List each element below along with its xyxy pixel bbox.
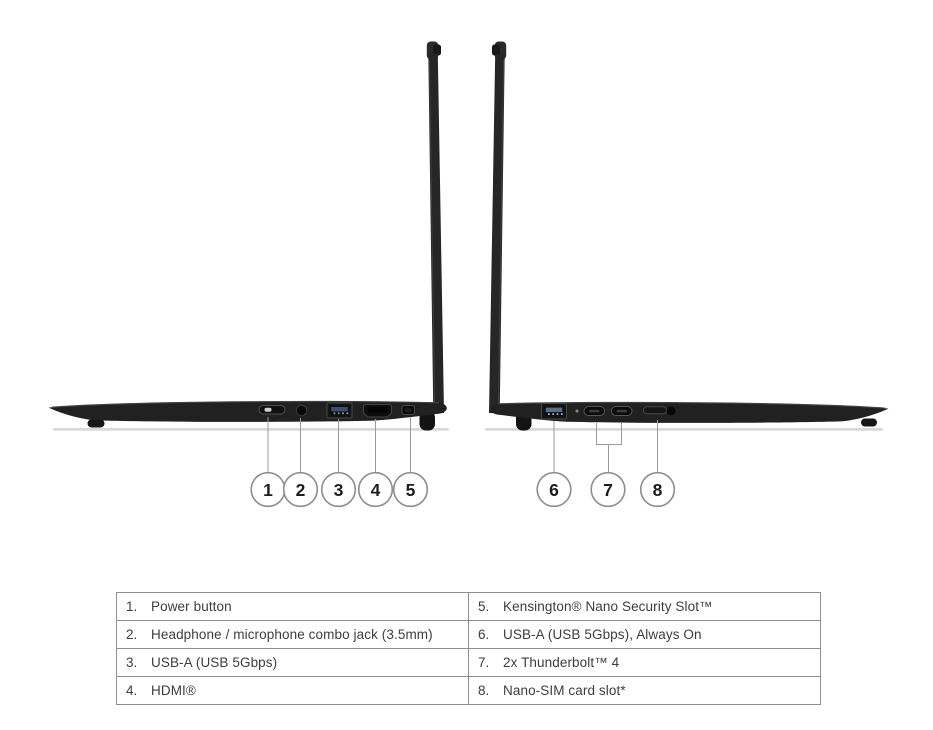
legend-number: 1. bbox=[126, 599, 138, 614]
usb-a-pin bbox=[346, 412, 348, 414]
usb-c-tongue bbox=[589, 410, 600, 413]
hdmi-opening bbox=[368, 407, 387, 413]
legend-number: 5. bbox=[478, 599, 490, 614]
legend-label: Power button bbox=[151, 599, 232, 614]
legend-row-2 bbox=[117, 621, 821, 649]
legend-label: 2x Thunderbolt™ 4 bbox=[503, 655, 620, 670]
right-lid-camera-notch bbox=[492, 45, 500, 56]
callout-number-8: 8 bbox=[652, 479, 663, 500]
thunderbolt-port-2 bbox=[612, 407, 633, 416]
legend-row-3 bbox=[117, 649, 821, 677]
usb-a-pin bbox=[338, 412, 340, 414]
ports-legend-table bbox=[116, 592, 821, 705]
legend-cell-4 bbox=[117, 677, 469, 705]
right-lid-body bbox=[489, 54, 505, 414]
legend-row-1 bbox=[117, 593, 821, 621]
right-laptop-front-foot bbox=[861, 419, 877, 427]
usb-a-pin bbox=[334, 412, 336, 414]
right-leader-lines bbox=[554, 420, 658, 473]
legend-cell-1 bbox=[117, 593, 469, 621]
legend-label: Nano-SIM card slot* bbox=[503, 683, 626, 698]
callout-number-2: 2 bbox=[295, 479, 306, 500]
usb-a-pin bbox=[548, 413, 550, 415]
nano-sim-card-slot bbox=[644, 407, 667, 414]
usb-a-pin bbox=[561, 413, 563, 415]
callout-number-6: 6 bbox=[549, 479, 559, 500]
legend-cell-5 bbox=[469, 593, 821, 621]
power-button bbox=[259, 406, 285, 415]
right-laptop-shadow bbox=[485, 428, 883, 431]
legend-cell-6 bbox=[469, 621, 821, 649]
usb-a-pin bbox=[552, 413, 554, 415]
legend-number: 2. bbox=[126, 627, 138, 642]
left-lid-body bbox=[428, 54, 444, 414]
callout-number-4: 4 bbox=[370, 479, 381, 500]
round-hole bbox=[667, 407, 676, 416]
usb-c-tongue bbox=[617, 410, 628, 413]
legend-cell-8 bbox=[469, 677, 821, 705]
left-lid-camera-notch bbox=[433, 45, 441, 56]
callout-number-3: 3 bbox=[333, 479, 344, 500]
charging-led-indicator bbox=[576, 410, 579, 413]
kensington-opening bbox=[405, 408, 412, 412]
right-laptop-lid bbox=[489, 42, 506, 414]
headphone-jack-port bbox=[296, 405, 306, 415]
callout-number-5: 5 bbox=[405, 479, 416, 500]
legend-cell-2 bbox=[117, 621, 469, 649]
callout-number-1: 1 bbox=[263, 479, 273, 500]
left-side-view bbox=[49, 42, 450, 507]
legend-number: 8. bbox=[478, 683, 490, 698]
left-laptop-front-foot bbox=[88, 420, 105, 428]
legend-number: 4. bbox=[126, 683, 138, 698]
power-button-indicator bbox=[265, 408, 272, 412]
usb-a-tab bbox=[546, 408, 563, 413]
usb-a-port-left bbox=[327, 403, 352, 418]
usb-a-always-on-port bbox=[542, 404, 567, 420]
power-button-body bbox=[259, 406, 285, 415]
legend-label: Headphone / microphone combo jack (3.5mm) bbox=[151, 627, 433, 642]
legend-number: 6. bbox=[478, 627, 490, 642]
hdmi-port bbox=[363, 405, 391, 418]
legend-row-4 bbox=[117, 677, 821, 705]
left-laptop-shadow bbox=[53, 428, 449, 431]
usb-a-pin bbox=[557, 413, 559, 415]
usb-a-pin bbox=[342, 412, 344, 414]
legend-cell-7 bbox=[469, 649, 821, 677]
legend-label: USB-A (USB 5Gbps) bbox=[151, 655, 278, 670]
right-callouts bbox=[537, 473, 674, 507]
legend-number: 3. bbox=[126, 655, 138, 670]
right-side-view bbox=[485, 42, 889, 507]
left-callouts bbox=[251, 473, 427, 507]
legend-cell-3 bbox=[117, 649, 469, 677]
legend-number: 7. bbox=[478, 655, 490, 670]
left-leader-lines bbox=[268, 417, 411, 473]
thunderbolt-port-1 bbox=[584, 407, 605, 416]
legend-label: Kensington® Nano Security Slot™ bbox=[503, 599, 713, 614]
callout-number-7: 7 bbox=[603, 479, 613, 500]
usb-a-tab bbox=[331, 407, 348, 411]
left-laptop-lid bbox=[427, 42, 444, 414]
legend-label: USB-A (USB 5Gbps), Always On bbox=[503, 627, 702, 642]
kensington-nano-security-slot bbox=[402, 406, 415, 415]
legend-label: HDMI® bbox=[151, 683, 196, 698]
